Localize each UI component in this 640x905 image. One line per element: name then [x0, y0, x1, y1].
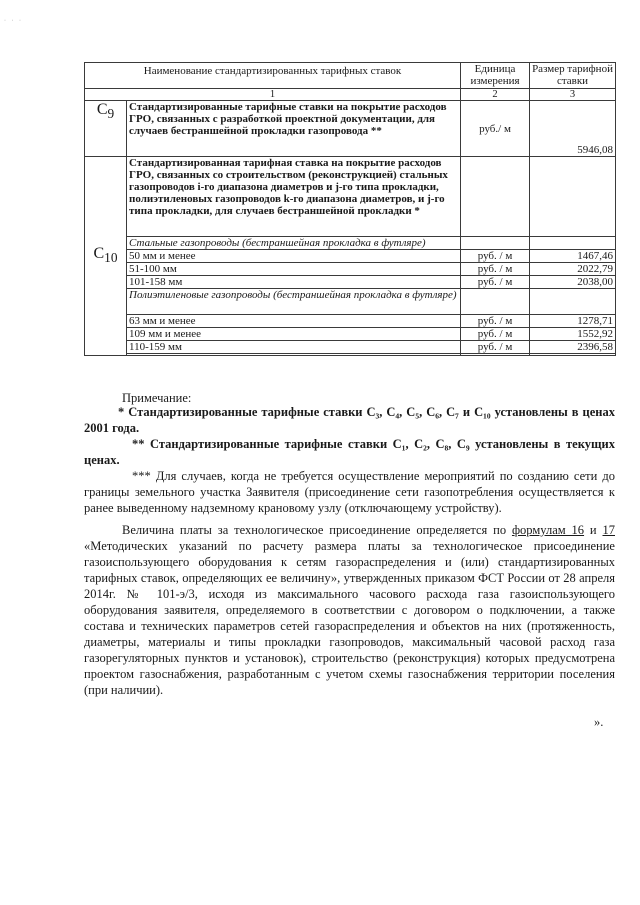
header-unit: Единица измерения — [461, 63, 530, 89]
table-row: 51-100 мм — [127, 263, 461, 276]
c9-unit: руб./ м — [461, 101, 530, 157]
table-row: 63 мм и менее — [127, 315, 461, 328]
col-number-2: 2 — [461, 89, 530, 101]
table-row: 101-158 мм — [127, 276, 461, 289]
table-row: 109 мм и менее — [127, 328, 461, 341]
code-c10: $C_{10}$ — [85, 157, 127, 356]
note-title: Примечание: — [122, 391, 192, 405]
header-size: Размер тарифной ставки — [530, 63, 616, 89]
tariff-rates-table: Наименование стандартизированных тарифных ставок Единица измерения Размер тарифной ставки 1 2 3 $C_9$ Стандартизированные тарифные ставки на покрытие расходов ГРО, связанных с разработкой проектной документации, для случаев бестраншейной прокладки газопровода ** руб./ м 5946,08 $C_{10}$ Стандартизированная тарифная ставка на покрытие расходов ГРО, связанных со строительством (реконструкцией) стальных газопроводов i-го диапазона диаметров и j-го типа прокладки, полиэтиленовых газопроводов k-го диапазона диаметров, и j-го типа прокладки, для случаев бестраншейной прокладки * Стальные газопроводы (бестраншейная прокладка в футляре) 50 мм и менее руб. / м 1467,46 51-100 мм руб. / м 2022,79 101-158 мм руб. / м 2038,00 Полиэтиленовые газопроводы (бестраншейная прокладка в футляре) 63 мм и менее руб. / м 1278,71 109 мм и менее руб. / м 1552,92 110-159 мм руб. / м 2396,58 — [84, 62, 616, 356]
corner-mark: · · · — [4, 18, 23, 24]
formula-17-link[interactable]: 17 — [602, 523, 615, 537]
formula-16-link[interactable]: формулам 16 — [511, 523, 585, 537]
note-1: * Стандартизированные тарифные ставки C₃, C₄, C₅, C₆, C₇ и C₁₀ установлены в ценах 2001 года. — [84, 405, 615, 435]
note-2: ** Стандартизированные тарифные ставки C₁, C₂, C₈, C₉ установлены в текущих ценах. — [84, 437, 615, 467]
c9-description: Стандартизированные тарифные ставки на покрытие расходов ГРО, связанных с разработкой проектной документации, для случаев бестраншейной прокладки газопровода ** — [127, 101, 461, 157]
pe-pipelines-label: Полиэтиленовые газопроводы (бестраншейная прокладка в футляре) — [127, 289, 461, 315]
code-c9: $C_9$ — [85, 101, 127, 157]
steel-pipelines-label: Стальные газопроводы (бестраншейная прокладка в футляре) — [127, 237, 461, 250]
closing-quote: ». — [594, 715, 604, 729]
note-3: *** Для случаев, когда не требуется осуществление мероприятий по созданию сети до границы земельного участка Заявителя (присоединение сети газопотребления осуществляется к ранее выведенному надземному крановому узлу (отключающему устройству). — [84, 469, 615, 515]
col-number-1: 1 — [85, 89, 461, 101]
body-paragraph: Величина платы за технологическое присоединение определяется по формулам 16 и 17 «Методических указаний по расчету размера платы за технологическое присоединение газоиспользующего оборудования к сетям газораспределения и (или) стандартизированных тарифных ставок, определяющих ее величину», утвержденных приказом ФСТ России от 28 апреля 2014г. № 101-э/3, исходя из максимального часового расхода газа газоиспользующего оборудования заявителя, определяемого в соответствии с договором о подключении, а также состава и технических параметров сетей газораспределения и объектов на них (протяженность, диаметры, материалы и типы прокладки газопроводов, максимальный часовой расход газа газорегуляторных пунктов и установок), строительство (реконструкция) которых предусмотрена проектом газоснабжения, разработанным с учетом схемы газоснабжения территории поселения (при наличии). — [84, 523, 615, 697]
table-row: 110-159 мм — [127, 341, 461, 354]
table-row: 50 мм и менее — [127, 250, 461, 263]
header-name: Наименование стандартизированных тарифных ставок — [85, 63, 461, 89]
c9-value: 5946,08 — [530, 101, 616, 157]
c10-description: Стандартизированная тарифная ставка на покрытие расходов ГРО, связанных со строительством (реконструкцией) стальных газопроводов i-го диапазона диаметров и j-го типа прокладки, полиэтиленовых газопроводов k-го диапазона диаметров, и j-го типа прокладки, для случаев бестраншейной прокладки * — [127, 157, 461, 237]
col-number-3: 3 — [530, 89, 616, 101]
